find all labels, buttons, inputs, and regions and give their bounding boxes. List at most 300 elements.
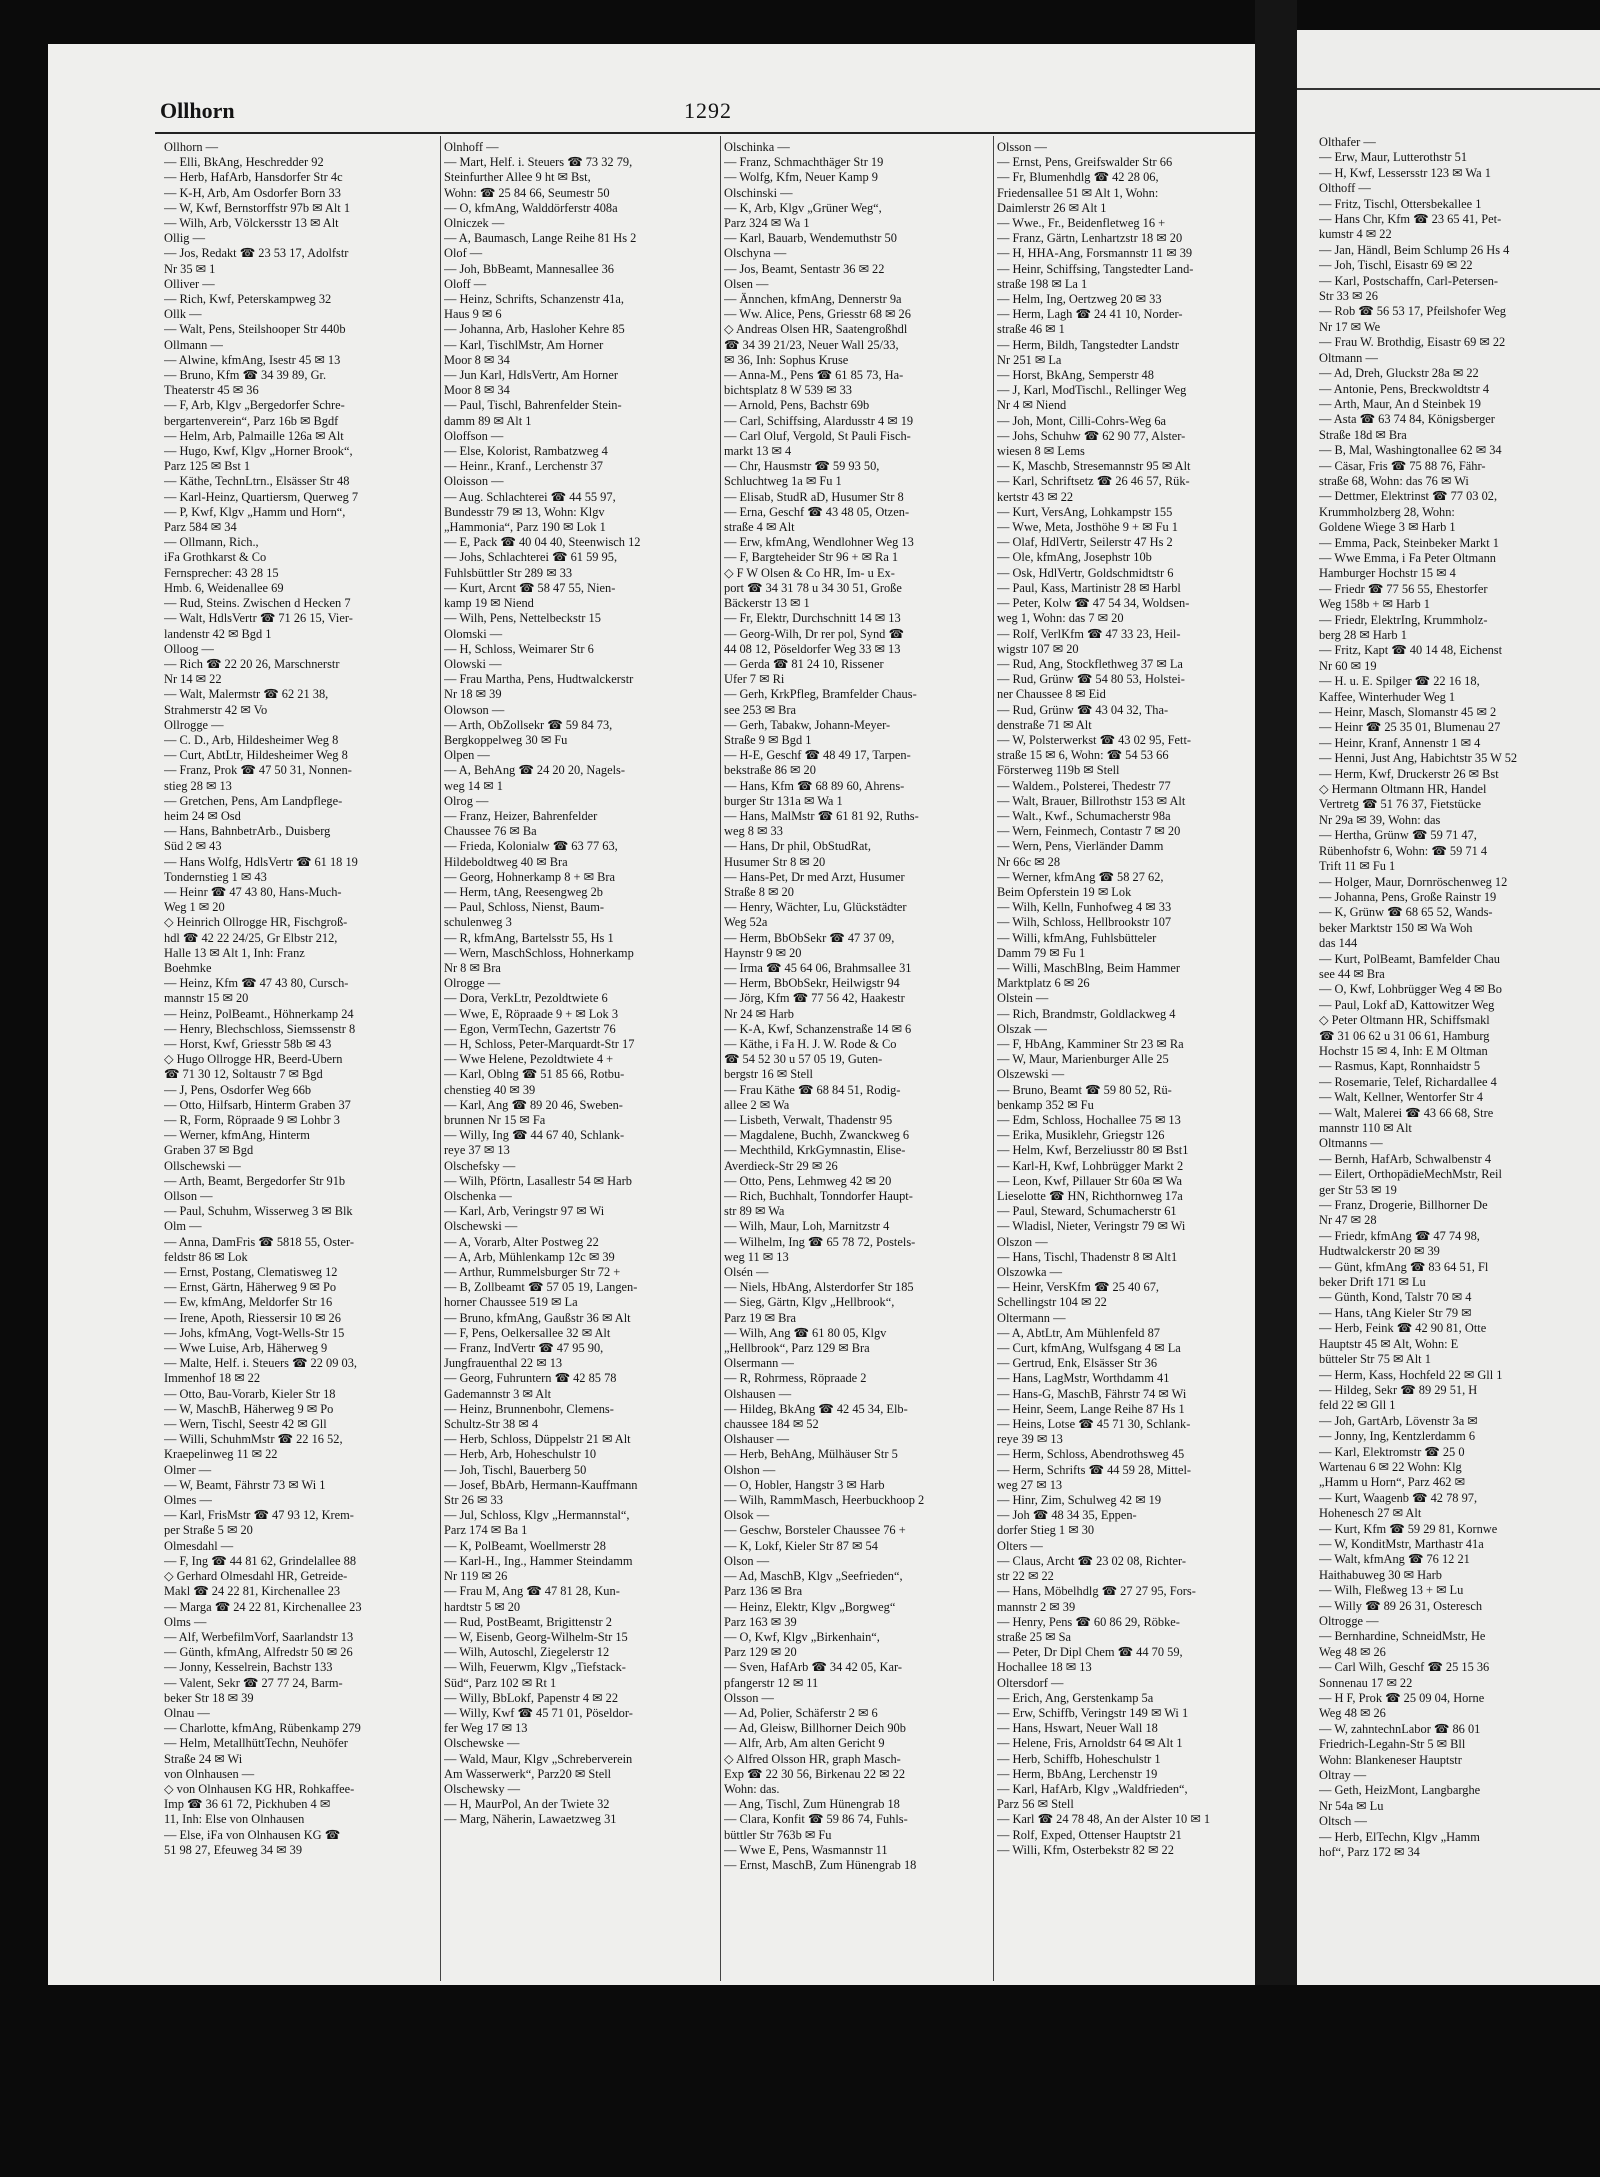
- directory-entry-line: — Käthe, i Fa H. J. W. Rode & Co: [724, 1036, 897, 1051]
- directory-entry-line: ◇ Hermann Oltmann HR, Handel: [1319, 782, 1487, 797]
- directory-entry-line: Ollson —: [164, 1189, 213, 1204]
- directory-entry-line: Försterweg 119b ✉ Stell: [997, 763, 1120, 778]
- directory-entry-line: Hohenesch 27 ✉ Alt: [1319, 1506, 1422, 1521]
- directory-entry-line: — Niels, HbAng, Alsterdorfer Str 185: [724, 1280, 914, 1295]
- directory-entry-line: — B, Zollbeamt ☎ 57 05 19, Langen-: [444, 1280, 638, 1295]
- directory-entry-line: — W, MaschB, Häherweg 9 ✉ Po: [164, 1401, 334, 1416]
- directory-entry-line: Olliver —: [164, 276, 215, 291]
- directory-entry-line: Immenhof 18 ✉ 22: [164, 1371, 261, 1386]
- directory-entry-line: Parz 19 ✉ Bra: [724, 1310, 796, 1325]
- directory-entry-line: — Mart, Helf. i. Steuers ☎ 73 32 79,: [444, 155, 633, 170]
- directory-entry-line: — Hans Wolfg, HdlsVertr ☎ 61 18 19: [164, 854, 358, 869]
- directory-entry-line: — Herb, Schiffb, Hoheschulstr 1: [997, 1751, 1161, 1766]
- directory-entry-line: — Jörg, Kfm ☎ 77 56 42, Haakestr: [724, 991, 905, 1006]
- directory-entry-line: Bundesstr 79 ✉ 13, Wohn: Klgv: [444, 504, 605, 519]
- directory-entry-line: Olsson —: [997, 140, 1047, 154]
- directory-entry-line: see 44 ✉ Bra: [1319, 966, 1385, 981]
- directory-entry-line: weg 8 ✉ 33: [724, 824, 783, 839]
- directory-entry-line: — Dora, VerkLtr, Pezoldtwiete 6: [444, 991, 608, 1006]
- directory-entry-line: — A, Baumasch, Lange Reihe 81 Hs 2: [444, 231, 637, 246]
- directory-entry-line: Parz 136 ✉ Bra: [724, 1584, 803, 1599]
- directory-entry-line: Haus 9 ✉ 6: [444, 307, 502, 322]
- directory-entry-line: — Willi, MaschBlng, Beim Hammer: [997, 960, 1181, 975]
- directory-entry-line: — Erw, Schiffb, Veringstr 149 ✉ Wi 1: [997, 1705, 1189, 1720]
- directory-entry-line: — Fr, Blumenhdlg ☎ 42 28 06,: [997, 170, 1159, 185]
- next-page-column: [1319, 135, 1600, 1861]
- directory-entry-line: — Henry, Wächter, Lu, Glückstädter: [724, 900, 907, 915]
- directory-entry-line: — Erw, Maur, Lutterothstr 51: [1319, 150, 1468, 165]
- directory-entry-line: Nr 251 ✉ La: [997, 352, 1062, 367]
- directory-entry-line: — Marg, Näherin, Lawaetzweg 31: [444, 1812, 617, 1827]
- directory-entry-line: — Horst, Kwf, Griesstr 58b ✉ 43: [164, 1036, 332, 1051]
- directory-entry-line: — Wilh, RammMasch, Heerbuckhoop 2: [724, 1493, 925, 1508]
- directory-entry-line: schulenweg 3: [444, 915, 512, 930]
- directory-entry-line: — Georg-Wilh, Dr rer pol, Synd ☎: [724, 626, 904, 641]
- directory-entry-line: das 144: [1319, 936, 1358, 951]
- directory-entry-line: Olschenka —: [444, 1189, 512, 1204]
- directory-entry-line: — Günth, kfmAng, Alfredstr 50 ✉ 26: [164, 1645, 353, 1660]
- directory-entry-line: Makl ☎ 24 22 81, Kirchenallee 23: [164, 1584, 341, 1599]
- directory-entry-line: Olsok —: [724, 1508, 770, 1523]
- directory-entry-line: — Georg, Hohnerkamp 8 + ✉ Bra: [444, 869, 615, 884]
- directory-entry-line: — Joh ☎ 48 34 35, Eppen-: [997, 1508, 1137, 1523]
- directory-entry-line: — Horst, BkAng, Semperstr 48: [997, 368, 1154, 383]
- directory-entry-line: Nr 54a ✉ Lu: [1319, 1798, 1384, 1813]
- directory-entry-line: Olrogge —: [444, 976, 501, 991]
- directory-entry-line: — Ad, Polier, Schäferstr 2 ✉ 6: [724, 1705, 878, 1720]
- directory-entry-line: dorfer Stieg 1 ✉ 30: [997, 1523, 1095, 1538]
- directory-entry-line: Bäckerstr 13 ✉ 1: [724, 596, 810, 611]
- directory-entry-line: — K, Grünw ☎ 68 65 52, Wands-: [1319, 905, 1493, 920]
- directory-entry-line: — Georg, Fuhruntern ☎ 42 85 78: [444, 1371, 617, 1386]
- directory-entry-line: straße 15 ✉ 6, Wohn: ☎ 54 53 66: [997, 748, 1169, 763]
- directory-entry-line: Ollig —: [164, 231, 205, 246]
- directory-entry-line: — Ernst, Postang, Clematisweg 12: [164, 1265, 338, 1280]
- directory-entry-line: — Jun Karl, HdlsVertr, Am Horner: [444, 368, 618, 383]
- directory-entry-line: Oltmann —: [1319, 350, 1378, 365]
- directory-entry-line: Ollk —: [164, 307, 202, 322]
- directory-entry-line: Olstein —: [997, 991, 1049, 1006]
- directory-entry-line: Gademannstr 3 ✉ Alt: [444, 1386, 552, 1401]
- directory-entry-line: — Frieda, Kolonialw ☎ 63 77 63,: [444, 839, 618, 854]
- directory-entry-line: — Ännchen, kfmAng, Dennerstr 9a: [724, 292, 902, 307]
- directory-entry-line: — Friedr ☎ 77 56 55, Ehestorfer: [1319, 581, 1488, 596]
- directory-entry-line: — W, Eisenb, Georg-Wilhelm-Str 15: [444, 1629, 628, 1644]
- directory-entry-line: — Karl-H, Kwf, Lohbrügger Markt 2: [997, 1158, 1184, 1173]
- directory-entry-line: Oloff —: [444, 276, 487, 291]
- directory-entry-line: — Hinr, Zim, Schulweg 42 ✉ 19: [997, 1493, 1162, 1508]
- directory-entry-line: — Karl-Heinz, Quartiersm, Querweg 7: [164, 489, 359, 504]
- directory-entry-line: — Heinz, Schrifts, Schanzenstr 41a,: [444, 292, 624, 307]
- directory-entry-line: Hochallee 18 ✉ 13: [997, 1660, 1092, 1675]
- directory-entry-line: — Johs, Schlachterei ☎ 61 59 95,: [444, 550, 618, 565]
- directory-entry-line: — Joh, Tischl, Bauerberg 50: [444, 1462, 587, 1477]
- directory-entry-line: ger Str 53 ✉ 19: [1319, 1182, 1397, 1197]
- directory-entry-line: — Kurt, PolBeamt, Bamfelder Chau: [1319, 951, 1501, 966]
- directory-entry-line: — Wilhelm, Ing ☎ 65 78 72, Postels-: [724, 1234, 916, 1249]
- scan-border-left: [0, 0, 48, 2177]
- directory-entry-line: — K, Maschb, Stresemannstr 95 ✉ Alt: [997, 459, 1191, 474]
- directory-entry-line: — W, Beamt, Fährstr 73 ✉ Wi 1: [164, 1477, 326, 1492]
- directory-entry-line: — K-A, Kwf, Schanzenstraße 14 ✉ 6: [724, 1021, 912, 1036]
- directory-entry-line: straße 198 ✉ La 1: [997, 276, 1088, 291]
- directory-entry-line: — Wern, MaschSchloss, Hohnerkamp: [444, 945, 634, 960]
- directory-entry-line: Bergkoppelweg 30 ✉ Fu: [444, 732, 568, 747]
- directory-entry-line: — Hildeg, BkAng ☎ 42 45 34, Elb-: [724, 1401, 908, 1416]
- directory-entry-line: — A, Vorarb, Alter Postweg 22: [444, 1234, 599, 1249]
- directory-entry-line: — B, Mal, Washingtonallee 62 ✉ 34: [1319, 443, 1502, 458]
- directory-entry-line: ☎ 34 39 21/23, Neuer Wall 25/33,: [724, 337, 899, 352]
- directory-entry-line: feldstr 86 ✉ Lok: [164, 1249, 248, 1264]
- directory-entry-line: Friedensallee 51 ✉ Alt 1, Wohn:: [997, 185, 1159, 200]
- directory-entry-line: — Cäsar, Fris ☎ 75 88 76, Fähr-: [1319, 458, 1486, 473]
- directory-entry-line: pfangerstr 12 ✉ 11: [724, 1675, 819, 1690]
- directory-entry-line: Ollmann —: [164, 337, 223, 352]
- directory-entry-line: — Käthe, TechnLtrn., Elsässer Str 48: [164, 474, 350, 489]
- directory-entry-line: Olm —: [164, 1219, 202, 1234]
- directory-entry-line: hardtstr 5 ✉ 20: [444, 1599, 521, 1614]
- directory-entry-line: Oltersdorf —: [997, 1675, 1064, 1690]
- directory-entry-line: — Joh, Tischl, Eisastr 69 ✉ 22: [1319, 258, 1473, 273]
- directory-entry-line: — Marga ☎ 24 22 81, Kirchenallee 23: [164, 1599, 362, 1614]
- directory-entry-line: beker Marktstr 150 ✉ Wa Woh: [1319, 920, 1473, 935]
- directory-entry-line: Hamburger Hochstr 15 ✉ 4: [1319, 566, 1456, 581]
- directory-entry-line: Oloffson —: [444, 428, 504, 443]
- directory-entry-line: — Herm, Schloss, Abendrothsweg 45: [997, 1447, 1185, 1462]
- next-page-fragment: [1297, 30, 1600, 1985]
- directory-entry-line: — Rich, Brandmstr, Goldlackweg 4: [997, 1006, 1176, 1021]
- directory-entry-line: Schellingstr 104 ✉ 22: [997, 1295, 1107, 1310]
- directory-entry-line: — Wwe, E, Röpraade 9 + ✉ Lok 3: [444, 1006, 619, 1021]
- directory-entry-line: — Hertha, Grünw ☎ 59 71 47,: [1319, 828, 1477, 843]
- directory-entry-line: Parz 584 ✉ 34: [164, 520, 237, 535]
- directory-entry-line: — Lisbeth, Verwalt, Thadenstr 95: [724, 1113, 893, 1127]
- directory-entry-line: — Wern, Feinmech, Contastr 7 ✉ 20: [997, 824, 1181, 839]
- directory-entry-line: — Heinr, Kranf, Annenstr 1 ✉ 4: [1319, 735, 1481, 750]
- directory-entry-line: — Ww. Alice, Pens, Griesstr 68 ✉ 26: [724, 307, 911, 322]
- directory-entry-line: — Jul, Schloss, Klgv „Hermannstal“,: [444, 1508, 630, 1523]
- directory-entry-line: — Walt, kfmAng ☎ 76 12 21: [1319, 1552, 1470, 1567]
- directory-entry-line: Olson —: [724, 1553, 770, 1568]
- directory-entry-line: — Dettmer, Elektrinst ☎ 77 03 02,: [1319, 489, 1498, 504]
- directory-entry-line: Olschinski —: [724, 185, 793, 200]
- directory-entry-line: — Wilh, Fleßweg 13 + ✉ Lu: [1319, 1583, 1464, 1598]
- directory-entry-line: — Osk, HdlVertr, Goldschmidtstr 6: [997, 565, 1174, 580]
- directory-column-4: [997, 140, 1253, 1858]
- directory-entry-line: — Hans-G, MaschB, Fährstr 74 ✉ Wi: [997, 1386, 1187, 1401]
- directory-entry-line: hof“, Parz 172 ✉ 34: [1319, 1845, 1420, 1860]
- directory-entry-line: — Wilh, Feuerwm, Klgv „Tiefstack-: [444, 1660, 626, 1675]
- directory-entry-line: heim 24 ✉ Osd: [164, 808, 241, 823]
- directory-entry-line: — H F, Prok ☎ 25 09 04, Horne: [1319, 1691, 1485, 1706]
- directory-entry-line: — Irma ☎ 45 64 06, Brahmsallee 31: [724, 960, 912, 975]
- directory-entry-line: mannstr 2 ✉ 39: [997, 1599, 1076, 1614]
- directory-entry-line: — Charlotte, kfmAng, Rübenkamp 279: [164, 1721, 361, 1736]
- directory-entry-line: ◇ Gerhard Olmesdahl HR, Getreide-: [164, 1569, 348, 1584]
- directory-entry-line: — Clara, Konfit ☎ 59 86 74, Fuhls-: [724, 1812, 908, 1827]
- directory-entry-line: — Heinz, Elektr, Klgv „Borgweg“: [724, 1599, 896, 1614]
- directory-entry-line: — Wwe Luise, Arb, Häherweg 9: [164, 1341, 328, 1356]
- directory-entry-line: — Waldem., Polsterei, Thedestr 77: [997, 778, 1171, 793]
- directory-entry-line: mannstr 15 ✉ 20: [164, 991, 249, 1006]
- directory-entry-line: Oltermann —: [997, 1310, 1066, 1325]
- directory-entry-line: chaussee 184 ✉ 52: [724, 1417, 819, 1432]
- directory-entry-line: Oltmanns —: [1319, 1136, 1383, 1151]
- directory-entry-line: — Valent, Sekr ☎ 27 77 24, Barm-: [164, 1675, 343, 1690]
- directory-entry-line: Goldene Wiege 3 ✉ Harb 1: [1319, 520, 1456, 535]
- page-header-name: Ollhorn: [160, 98, 235, 123]
- directory-entry-line: Exp ☎ 22 30 56, Birkenau 22 ✉ 22: [724, 1766, 906, 1781]
- directory-entry-line: Olnau —: [164, 1705, 210, 1720]
- directory-entry-line: — Gerh, Tabakw, Johann-Meyer-: [724, 717, 891, 732]
- directory-entry-line: — Henry, Pens ☎ 60 86 29, Röbke-: [997, 1614, 1180, 1629]
- directory-entry-line: wiesen 8 ✉ Lems: [997, 444, 1085, 459]
- directory-entry-line: Lieselotte ☎ HN, Richthornweg 17a: [997, 1189, 1183, 1204]
- directory-entry-line: Sonnenau 17 ✉ 22: [1319, 1675, 1413, 1690]
- directory-entry-line: — H, HHA-Ang, Forsmannstr 11 ✉ 39: [997, 246, 1193, 261]
- directory-entry-line: Olthafer —: [1319, 135, 1376, 149]
- directory-entry-line: Theaterstr 45 ✉ 36: [164, 383, 259, 398]
- directory-entry-line: — Carl Oluf, Vergold, St Pauli Fisch-: [724, 428, 911, 443]
- directory-entry-line: — Bernhardine, SchneidMstr, He: [1319, 1629, 1486, 1644]
- directory-entry-line: — Henry, Blechschloss, Siemssenstr 8: [164, 1021, 356, 1036]
- directory-entry-line: horner Chaussee 519 ✉ La: [444, 1295, 578, 1310]
- directory-entry-line: — Wwe Helene, Pezoldtwiete 4 +: [444, 1052, 614, 1067]
- directory-entry-line: — Rud, PostBeamt, Brigittenstr 2: [444, 1614, 612, 1629]
- directory-entry-line: — Frau M, Ang ☎ 47 81 28, Kun-: [444, 1584, 620, 1599]
- directory-entry-line: — Wilh, Ang ☎ 61 80 05, Klgv: [724, 1325, 887, 1340]
- directory-entry-line: ◇ Peter Oltmann HR, Schiffsmakl: [1319, 1013, 1490, 1028]
- directory-entry-line: — Heins, Lotse ☎ 45 71 30, Schlank-: [997, 1417, 1191, 1432]
- directory-entry-line: Strahmerstr 42 ✉ Vo: [164, 702, 268, 717]
- directory-entry-line: — Rolf, VerlKfm ☎ 47 33 23, Heil-: [997, 626, 1181, 641]
- directory-entry-line: Olschinka —: [724, 140, 790, 154]
- directory-entry-line: weg 1, Wohn: das 7 ✉ 20: [997, 611, 1124, 626]
- directory-entry-line: — Rud, Grünw ☎ 54 80 53, Holstei-: [997, 672, 1185, 687]
- directory-entry-line: — Ad, Gleisw, Billhorner Deich 90b: [724, 1721, 906, 1736]
- directory-entry-line: Parz 129 ✉ 20: [724, 1645, 797, 1660]
- directory-entry-line: — Franz, IndVertr ☎ 47 95 90,: [444, 1341, 604, 1356]
- directory-entry-line: — Herb, Feink ☎ 42 90 81, Otte: [1319, 1321, 1487, 1336]
- directory-entry-line: Hmb. 6, Weidenallee 69: [164, 580, 284, 595]
- directory-entry-line: — Johanna, Arb, Hasloher Kehre 85: [444, 322, 625, 337]
- directory-entry-line: Parz 163 ✉ 39: [724, 1614, 797, 1629]
- directory-entry-line: — Claus, Archt ☎ 23 02 08, Richter-: [997, 1553, 1186, 1568]
- directory-entry-line: — Wilh, Pförtn, Lasallestr 54 ✉ Harb: [444, 1173, 632, 1188]
- directory-column-2: [444, 140, 716, 1828]
- directory-entry-line: — Hans, Kfm ☎ 68 89 60, Ahrens-: [724, 778, 905, 793]
- directory-entry-line: — Willy ☎ 89 26 31, Osteresch: [1319, 1598, 1483, 1613]
- directory-entry-line: Moor 8 ✉ 34: [444, 383, 510, 398]
- directory-entry-line: — H-E, Geschf ☎ 48 49 17, Tarpen-: [724, 748, 911, 763]
- directory-entry-line: ◇ Heinrich Ollrogge HR, Fischgroß-: [164, 915, 348, 930]
- directory-entry-line: — Hans, Hswart, Neuer Wall 18: [997, 1721, 1158, 1736]
- directory-entry-line: Straße 9 ✉ Bgd 1: [724, 732, 812, 747]
- directory-entry-line: Schultz-Str 38 ✉ 4: [444, 1417, 539, 1432]
- directory-entry-line: — Wwe E, Pens, Wasmannstr 11: [724, 1842, 888, 1857]
- directory-entry-line: — Frau W. Brothdig, Eisastr 69 ✉ 22: [1319, 335, 1506, 350]
- directory-entry-line: — F, Bargteheider Str 96 + ✉ Ra 1: [724, 550, 899, 565]
- directory-entry-line: „Hamm u Horn“, Parz 462 ✉: [1319, 1475, 1465, 1490]
- directory-entry-line: — Karl, TischlMstr, Am Horner: [444, 337, 604, 352]
- directory-entry-line: reye 37 ✉ 13: [444, 1143, 510, 1158]
- directory-entry-line: — Wald, Maur, Klgv „Schreberverein: [444, 1751, 633, 1766]
- directory-entry-line: Marktplatz 6 ✉ 26: [997, 976, 1090, 991]
- directory-entry-line: ☎ 71 30 12, Soltaustr 7 ✉ Bgd: [164, 1067, 323, 1082]
- directory-entry-line: — Karl, Arb, Veringstr 97 ✉ Wi: [444, 1204, 605, 1219]
- directory-column-1: [164, 140, 436, 1858]
- directory-entry-line: — Edm, Schloss, Hochallee 75 ✉ 13: [997, 1113, 1181, 1127]
- directory-entry-line: — F, HbAng, Kamminer Str 23 ✉ Ra: [997, 1036, 1184, 1051]
- column-divider: [993, 136, 994, 1981]
- directory-entry-line: — Hans, Dr phil, ObStudRat,: [724, 839, 871, 854]
- directory-entry-line: Hudtwalckerstr 20 ✉ 39: [1319, 1244, 1440, 1259]
- directory-entry-line: — Gerda ☎ 81 24 10, Rissener: [724, 656, 884, 671]
- directory-column-3: [724, 140, 990, 1873]
- directory-entry-line: — Ad, Dreh, Gluckstr 28a ✉ 22: [1319, 366, 1479, 381]
- directory-entry-line: Wohn: Blankeneser Hauptstr: [1319, 1752, 1462, 1767]
- directory-entry-line: Nr 14 ✉ 22: [164, 672, 222, 687]
- directory-entry-line: markt 13 ✉ 4: [724, 444, 792, 459]
- directory-entry-line: — H. u. E. Spilger ☎ 22 16 18,: [1319, 674, 1480, 689]
- directory-entry-line: — Walt., Kwf., Schumacherstr 98a: [997, 808, 1171, 823]
- directory-entry-line: — Hans, LagMstr, Worthdamm 41: [997, 1371, 1170, 1386]
- directory-entry-line: Beim Opferstein 19 ✉ Lok: [997, 884, 1132, 899]
- directory-entry-line: — Jonny, Kesselrein, Bachstr 133: [164, 1660, 333, 1675]
- directory-entry-line: — Elli, BkAng, Heschredder 92: [164, 155, 324, 170]
- directory-entry-line: — Werner, kfmAng ☎ 58 27 62,: [997, 869, 1164, 884]
- directory-entry-line: Wartenau 6 ✉ 22 Wohn: Klg: [1319, 1459, 1462, 1474]
- directory-entry-line: — Bernh, HafArb, Schwalbenstr 4: [1319, 1151, 1492, 1166]
- directory-entry-line: — Fr, Elektr, Durchschnitt 14 ✉ 13: [724, 611, 901, 626]
- directory-entry-line: — Heinr, Masch, Slomanstr 45 ✉ 2: [1319, 705, 1497, 720]
- directory-entry-line: — Wilh, Pens, Nettelbeckstr 15: [444, 611, 601, 626]
- directory-entry-line: bergstr 16 ✉ Stell: [724, 1067, 813, 1082]
- directory-entry-line: — Erw, kfmAng, Wendlohner Weg 13: [724, 535, 914, 550]
- directory-entry-line: — Erich, Ang, Gerstenkamp 5a: [997, 1690, 1154, 1705]
- directory-entry-line: — Heinr, Seem, Lange Reihe 87 Hs 1: [997, 1401, 1185, 1416]
- directory-entry-line: — J, Pens, Osdorfer Weg 66b: [164, 1082, 312, 1097]
- directory-entry-line: feld 22 ✉ Gll 1: [1319, 1398, 1396, 1413]
- directory-entry-line: — Carl Wilh, Geschf ☎ 25 15 36: [1319, 1660, 1490, 1675]
- directory-entry-line: — Arth, Beamt, Bergedorfer Str 91b: [164, 1173, 346, 1188]
- directory-entry-line: Fernsprecher: 43 28 15: [164, 565, 279, 580]
- directory-entry-line: Ollschewski —: [164, 1158, 241, 1173]
- directory-entry-line: — W, zahntechnLabor ☎ 86 01: [1319, 1721, 1481, 1736]
- directory-entry-line: str 89 ✉ Wa: [724, 1204, 785, 1219]
- directory-entry-line: straße 25 ✉ Sa: [997, 1629, 1072, 1644]
- directory-entry-line: „Hellbrook“, Parz 129 ✉ Bra: [724, 1341, 870, 1356]
- page-number: 1292: [684, 98, 732, 123]
- directory-entry-line: Olnhoff —: [444, 140, 499, 154]
- directory-entry-line: — Willy, Kwf ☎ 45 71 01, Pöseldor-: [444, 1705, 633, 1720]
- directory-entry-line: — Helene, Fris, Arnoldstr 64 ✉ Alt 1: [997, 1736, 1183, 1751]
- directory-entry-line: — Otto, Hilfsarb, Hinterm Graben 37: [164, 1097, 351, 1112]
- directory-entry-line: landenstr 42 ✉ Bgd 1: [164, 626, 272, 641]
- directory-entry-line: — K-H, Arb, Am Osdorfer Born 33: [164, 185, 341, 200]
- directory-entry-line: Chaussee 76 ✉ Ba: [444, 824, 537, 839]
- directory-entry-line: — Herb, Arb, Hoheschulstr 10: [444, 1447, 597, 1462]
- directory-entry-line: — Herm, Schrifts ☎ 44 59 28, Mittel-: [997, 1462, 1192, 1477]
- directory-entry-line: Straße 24 ✉ Wi: [164, 1751, 243, 1766]
- directory-entry-line: weg 27 ✉ 13: [997, 1477, 1063, 1492]
- directory-entry-line: — Walt, Pens, Steilshooper Str 440b: [164, 322, 346, 337]
- directory-entry-line: Husumer Str 8 ✉ 20: [724, 854, 826, 869]
- directory-entry-line: — Herb, ElTechn, Klgv „Hamm: [1319, 1829, 1480, 1844]
- directory-entry-line: — Gertrud, Enk, Elsässer Str 36: [997, 1356, 1158, 1371]
- directory-entry-line: — Bruno, kfmAng, Gaußstr 36 ✉ Alt: [444, 1310, 631, 1325]
- directory-entry-line: — Alf, WerbefilmVorf, Saarlandstr 13: [164, 1629, 354, 1644]
- directory-entry-line: — Kurt, VersAng, Lohkampstr 155: [997, 504, 1173, 519]
- directory-entry-line: Str 33 ✉ 26: [1319, 289, 1378, 304]
- directory-entry-line: — Arth, Maur, An d Steinbek 19: [1319, 396, 1481, 411]
- directory-entry-line: — Rosemarie, Telef, Richardallee 4: [1319, 1074, 1497, 1089]
- directory-entry-line: — Helm, MetallhüttTechn, Neuhöfer: [164, 1736, 348, 1751]
- directory-entry-line: — Rich ☎ 22 20 26, Marschnerstr: [164, 656, 340, 671]
- directory-entry-line: — Arth, ObZollsekr ☎ 59 84 73,: [444, 717, 613, 732]
- directory-entry-line: iFa Grothkarst & Co: [164, 550, 267, 565]
- directory-entry-line: — Curt, AbtLtr, Hildesheimer Weg 8: [164, 748, 348, 763]
- directory-entry-line: — Werner, kfmAng, Hinterm: [164, 1128, 310, 1143]
- directory-entry-line: — Alwine, kfmAng, Isestr 45 ✉ 13: [164, 352, 341, 367]
- directory-entry-line: — Kurt, Kfm ☎ 59 29 81, Kornwe: [1319, 1521, 1498, 1536]
- directory-entry-line: — Rud, Grünw ☎ 43 04 32, Tha-: [997, 702, 1169, 717]
- directory-entry-line: — K, Lokf, Kieler Str 87 ✉ 54: [724, 1538, 878, 1553]
- directory-entry-line: see 253 ✉ Bra: [724, 702, 796, 717]
- directory-entry-line: — Gerh, KrkPfleg, Bramfelder Chaus-: [724, 687, 917, 702]
- directory-entry-line: — Magdalene, Buchh, Zwanckweg 6: [724, 1128, 910, 1143]
- directory-entry-line: — Paul, Schuhm, Wisserweg 3 ✉ Blk: [164, 1204, 353, 1219]
- directory-entry-line: — W, Polsterwerkst ☎ 43 02 95, Fett-: [997, 732, 1192, 747]
- directory-entry-line: Olschyna —: [724, 246, 787, 261]
- directory-entry-line: — Karl-H., Ing., Hammer Steindamm: [444, 1553, 633, 1568]
- directory-entry-line: — Karl, Oblng ☎ 51 85 66, Rotbu-: [444, 1067, 625, 1082]
- directory-entry-line: Imp ☎ 36 61 72, Pickhuben 4 ✉: [164, 1797, 331, 1812]
- directory-entry-line: — Wilh, Maur, Loh, Marnitzstr 4: [724, 1219, 890, 1234]
- directory-entry-line: — K, PolBeamt, Woellmerstr 28: [444, 1538, 606, 1553]
- directory-entry-line: Am Wasserwerk“, Parz20 ✉ Stell: [444, 1766, 612, 1781]
- directory-entry-line: — Wilh, Arb, Völckersstr 13 ✉ Alt: [164, 216, 339, 231]
- directory-entry-line: — Sven, HafArb ☎ 34 42 05, Kar-: [724, 1660, 902, 1675]
- directory-entry-line: — F, Pens, Oelkersallee 32 ✉ Alt: [444, 1325, 611, 1340]
- directory-entry-line: — R, kfmAng, Bartelsstr 55, Hs 1: [444, 930, 614, 945]
- directory-entry-line: — Franz, Prok ☎ 47 50 31, Nonnen-: [164, 763, 352, 778]
- directory-entry-line: beker Str 18 ✉ 39: [164, 1690, 254, 1705]
- directory-entry-line: — Jan, Händl, Beim Schlump 26 Hs 4: [1319, 242, 1510, 257]
- directory-entry-line: — Herm, Kass, Hochfeld 22 ✉ Gll 1: [1319, 1367, 1503, 1382]
- directory-entry-line: Olsson —: [724, 1690, 774, 1705]
- directory-entry-line: — Jonny, Ing, Kentzlerdamm 6: [1319, 1429, 1476, 1444]
- directory-entry-line: — W, KonditMstr, Marthastr 41a: [1319, 1536, 1484, 1551]
- directory-entry-line: Süd“, Parz 102 ✉ Rt 1: [444, 1675, 557, 1690]
- directory-entry-line: Weg 48 ✉ 26: [1319, 1644, 1386, 1659]
- directory-entry-line: Oltrogge —: [1319, 1614, 1379, 1628]
- directory-entry-line: — Heinz, PolBeamt., Höhnerkamp 24: [164, 1006, 354, 1021]
- directory-entry-line: — W, Maur, Marienburger Alle 25: [997, 1052, 1169, 1067]
- directory-entry-line: Nr 4 ✉ Niend: [997, 398, 1067, 413]
- directory-entry-line: — H, Schloss, Peter-Marquardt-Str 17: [444, 1036, 635, 1051]
- directory-entry-line: — A, Arb, Mühlenkamp 12c ✉ 39: [444, 1249, 615, 1264]
- directory-entry-line: — Kurt, Arcnt ☎ 58 47 55, Nien-: [444, 580, 616, 595]
- directory-entry-line: — Fritz, Kapt ☎ 40 14 48, Eichenst: [1319, 643, 1503, 658]
- directory-entry-line: ✉ 36, Inh: Sophus Kruse: [724, 352, 849, 367]
- directory-entry-line: von Olnhausen —: [164, 1766, 255, 1781]
- directory-entry-line: — Wwe Emma, i Fa Peter Oltmann: [1319, 550, 1496, 565]
- directory-entry-line: Olschewski —: [444, 1219, 518, 1234]
- directory-entry-line: — Gretchen, Pens, Am Landpflege-: [164, 793, 343, 808]
- directory-entry-line: — Heinr, Schiffsing, Tangstedter Land-: [997, 261, 1194, 276]
- directory-entry-line: Daimlerstr 26 ✉ Alt 1: [997, 200, 1107, 215]
